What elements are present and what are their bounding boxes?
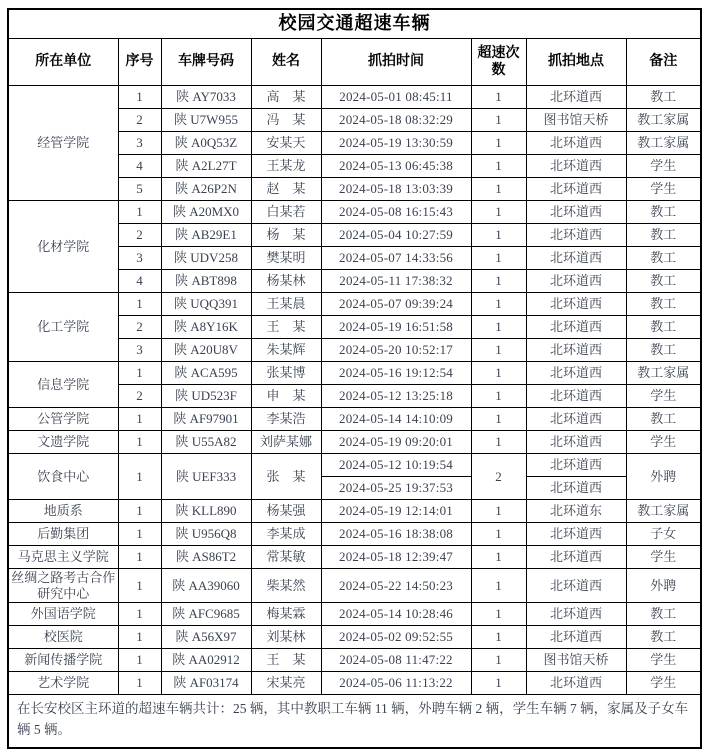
remark-cell: 学生 [626,649,701,672]
time-cell: 2024-05-07 14:33:56 [321,247,471,270]
remark-cell: 学生 [626,155,701,178]
name-cell: 王某龙 [251,155,321,178]
seq-cell: 1 [118,626,161,649]
summary-row [8,695,701,748]
name-cell: 白某若 [251,201,321,224]
remark-cell: 教工 [626,201,701,224]
name-cell: 冯 某 [251,109,321,132]
name-cell: 申 某 [251,385,321,408]
location-cell: 北环道西 [526,454,626,477]
name-cell: 樊某明 [251,247,321,270]
plate-cell: 陕 A8Y16K [161,316,251,339]
time-cell: 2024-05-02 09:52:55 [321,626,471,649]
unit-cell: 信息学院 [8,362,118,408]
time-cell: 2024-05-14 14:10:09 [321,408,471,431]
count-cell: 1 [471,431,526,454]
unit-cell: 文遗学院 [8,431,118,454]
name-cell: 杨 某 [251,224,321,247]
location-cell: 北环道西 [526,431,626,454]
name-cell: 刘某林 [251,626,321,649]
plate-cell: 陕 A26P2N [161,178,251,201]
location-cell: 北环道东 [526,500,626,523]
name-cell: 杨某林 [251,270,321,293]
remark-cell: 学生 [626,385,701,408]
page-title: 校园交通超速车辆 [8,9,701,39]
table-row [8,500,701,523]
name-cell: 常某敏 [251,546,321,569]
column-header-unit: 所在单位 [8,39,118,86]
count-cell: 1 [471,408,526,431]
summary-text: 在长安校区主环道的超速车辆共计：25 辆，其中教职工车辆 11 辆，外聘车辆 2 辆，学生车辆 7 辆，家属及子女车辆 5 辆。 [8,695,701,748]
speeding-vehicles-table [7,8,702,749]
count-cell: 1 [471,224,526,247]
location-cell: 北环道西 [526,293,626,316]
time-cell: 2024-05-06 11:13:22 [321,672,471,695]
count-cell: 1 [471,500,526,523]
name-cell: 刘萨某娜 [251,431,321,454]
seq-cell: 1 [118,201,161,224]
plate-cell: 陕 A2L27T [161,155,251,178]
table-row [8,201,701,224]
count-cell: 1 [471,109,526,132]
plate-cell: 陕 AS86T2 [161,546,251,569]
count-cell: 1 [471,339,526,362]
location-cell: 图书馆天桥 [526,649,626,672]
plate-cell: 陕 AF97901 [161,408,251,431]
plate-cell: 陕 AA02912 [161,649,251,672]
unit-cell: 马克思主义学院 [8,546,118,569]
unit-cell: 外国语学院 [8,603,118,626]
seq-cell: 1 [118,500,161,523]
seq-cell: 1 [118,431,161,454]
unit-cell: 校医院 [8,626,118,649]
plate-cell: 陕 U55A82 [161,431,251,454]
plate-cell: 陕 UQQ391 [161,293,251,316]
time-cell: 2024-05-16 19:12:54 [321,362,471,385]
remark-cell: 教工家属 [626,500,701,523]
plate-cell: 陕 ABT898 [161,270,251,293]
plate-cell: 陕 A20MX0 [161,201,251,224]
count-cell: 1 [471,385,526,408]
table-body [8,86,701,695]
column-header-location: 抓拍地点 [526,39,626,86]
time-cell: 2024-05-19 12:14:01 [321,500,471,523]
unit-cell: 化材学院 [8,201,118,293]
seq-cell: 2 [118,224,161,247]
table-row [8,626,701,649]
plate-cell: 陕 UEF333 [161,454,251,500]
seq-cell: 3 [118,339,161,362]
table-row [8,362,701,385]
plate-cell: 陕 U7W955 [161,109,251,132]
unit-cell: 丝绸之路考古合作研究中心 [8,569,118,603]
plate-cell: 陕 ACA595 [161,362,251,385]
remark-cell: 教工 [626,293,701,316]
remark-cell: 教工家属 [626,362,701,385]
seq-cell: 1 [118,293,161,316]
table-row [8,649,701,672]
time-cell: 2024-05-14 10:28:46 [321,603,471,626]
remark-cell: 教工家属 [626,109,701,132]
count-cell: 1 [471,201,526,224]
time-cell: 2024-05-11 17:38:32 [321,270,471,293]
unit-cell: 新闻传播学院 [8,649,118,672]
table-row [8,454,701,477]
time-cell: 2024-05-12 13:25:18 [321,385,471,408]
remark-cell: 学生 [626,672,701,695]
table-row [8,86,701,109]
time-cell: 2024-05-16 18:38:08 [321,523,471,546]
time-cell: 2024-05-12 10:19:54 [321,454,471,477]
table-row [8,603,701,626]
unit-cell: 经管学院 [8,86,118,201]
location-cell: 北环道西 [526,626,626,649]
time-cell: 2024-05-20 10:52:17 [321,339,471,362]
time-cell: 2024-05-08 16:15:43 [321,201,471,224]
column-header-time: 抓拍时间 [321,39,471,86]
location-cell: 北环道西 [526,155,626,178]
table-row [8,546,701,569]
count-cell: 1 [471,270,526,293]
remark-cell: 教工 [626,224,701,247]
location-cell: 北环道西 [526,672,626,695]
title-row [8,9,701,39]
seq-cell: 2 [118,385,161,408]
plate-cell: 陕 AY7033 [161,86,251,109]
plate-cell: 陕 A20U8V [161,339,251,362]
seq-cell: 1 [118,408,161,431]
location-cell: 北环道西 [526,339,626,362]
remark-cell: 子女 [626,523,701,546]
name-cell: 高 某 [251,86,321,109]
count-cell: 1 [471,603,526,626]
plate-cell: 陕 A0Q53Z [161,132,251,155]
location-cell: 北环道西 [526,408,626,431]
plate-cell: 陕 AF03174 [161,672,251,695]
table-row [8,431,701,454]
time-cell: 2024-05-13 06:45:38 [321,155,471,178]
column-header-count: 超速次数 [471,39,526,86]
time-cell: 2024-05-25 19:37:53 [321,477,471,500]
table-row [8,672,701,695]
remark-cell: 外聘 [626,569,701,603]
remark-cell: 教工家属 [626,132,701,155]
count-cell: 1 [471,362,526,385]
column-header-remark: 备注 [626,39,701,86]
name-cell: 张某博 [251,362,321,385]
seq-cell: 4 [118,155,161,178]
time-cell: 2024-05-04 10:27:59 [321,224,471,247]
location-cell: 北环道西 [526,270,626,293]
table-row [8,523,701,546]
count-cell: 1 [471,132,526,155]
seq-cell: 1 [118,569,161,603]
count-cell: 1 [471,626,526,649]
unit-cell: 化工学院 [8,293,118,362]
seq-cell: 1 [118,362,161,385]
time-cell: 2024-05-18 12:39:47 [321,546,471,569]
seq-cell: 5 [118,178,161,201]
name-cell: 宋某亮 [251,672,321,695]
column-header-seq: 序号 [118,39,161,86]
remark-cell: 外聘 [626,454,701,500]
table-row [8,293,701,316]
plate-cell: 陕 U956Q8 [161,523,251,546]
location-cell: 北环道西 [526,546,626,569]
count-cell: 1 [471,247,526,270]
remark-cell: 教工 [626,626,701,649]
location-cell: 北环道西 [526,132,626,155]
count-cell: 1 [471,649,526,672]
unit-cell: 艺术学院 [8,672,118,695]
plate-cell: 陕 AB29E1 [161,224,251,247]
unit-cell: 公管学院 [8,408,118,431]
name-cell: 杨某强 [251,500,321,523]
count-cell: 1 [471,86,526,109]
location-cell: 北环道西 [526,523,626,546]
table-row [8,408,701,431]
plate-cell: 陕 A56X97 [161,626,251,649]
unit-cell: 后勤集团 [8,523,118,546]
seq-cell: 1 [118,523,161,546]
location-cell: 北环道西 [526,178,626,201]
seq-cell: 3 [118,132,161,155]
remark-cell: 教工 [626,270,701,293]
seq-cell: 3 [118,247,161,270]
time-cell: 2024-05-22 14:50:23 [321,569,471,603]
time-cell: 2024-05-07 09:39:24 [321,293,471,316]
name-cell: 安某天 [251,132,321,155]
location-cell: 北环道西 [526,603,626,626]
name-cell: 王 某 [251,316,321,339]
name-cell: 张 某 [251,454,321,500]
name-cell: 柴某然 [251,569,321,603]
remark-cell: 教工 [626,603,701,626]
plate-cell: 陕 AFC9685 [161,603,251,626]
remark-cell: 教工 [626,408,701,431]
remark-cell: 学生 [626,546,701,569]
count-cell: 1 [471,546,526,569]
location-cell: 北环道西 [526,224,626,247]
seq-cell: 1 [118,454,161,500]
count-cell: 1 [471,178,526,201]
seq-cell: 1 [118,603,161,626]
column-header-name: 姓名 [251,39,321,86]
name-cell: 李某成 [251,523,321,546]
name-cell: 王 某 [251,649,321,672]
seq-cell: 4 [118,270,161,293]
remark-cell: 教工 [626,316,701,339]
remark-cell: 学生 [626,178,701,201]
name-cell: 朱某辉 [251,339,321,362]
time-cell: 2024-05-18 08:32:29 [321,109,471,132]
time-cell: 2024-05-08 11:47:22 [321,649,471,672]
count-cell: 1 [471,293,526,316]
name-cell: 李某浩 [251,408,321,431]
name-cell: 王某晨 [251,293,321,316]
location-cell: 北环道西 [526,316,626,339]
remark-cell: 学生 [626,431,701,454]
count-cell: 1 [471,316,526,339]
seq-cell: 2 [118,316,161,339]
seq-cell: 1 [118,546,161,569]
time-cell: 2024-05-19 09:20:01 [321,431,471,454]
seq-cell: 2 [118,109,161,132]
location-cell: 北环道西 [526,477,626,500]
location-cell: 北环道西 [526,569,626,603]
plate-cell: 陕 AA39060 [161,569,251,603]
location-cell: 北环道西 [526,201,626,224]
location-cell: 北环道西 [526,86,626,109]
count-cell: 1 [471,523,526,546]
time-cell: 2024-05-19 16:51:58 [321,316,471,339]
plate-cell: 陕 KLL890 [161,500,251,523]
count-cell: 1 [471,155,526,178]
remark-cell: 教工 [626,86,701,109]
location-cell: 北环道西 [526,385,626,408]
time-cell: 2024-05-18 13:03:39 [321,178,471,201]
count-cell: 1 [471,569,526,603]
column-header-plate: 车牌号码 [161,39,251,86]
time-cell: 2024-05-01 08:45:11 [321,86,471,109]
seq-cell: 1 [118,649,161,672]
location-cell: 北环道西 [526,362,626,385]
column-header-row [8,39,701,86]
location-cell: 北环道西 [526,247,626,270]
seq-cell: 1 [118,672,161,695]
table-row [8,569,701,603]
remark-cell: 教工 [626,247,701,270]
time-cell: 2024-05-19 13:30:59 [321,132,471,155]
count-cell: 2 [471,454,526,500]
name-cell: 梅某霖 [251,603,321,626]
count-cell: 1 [471,672,526,695]
seq-cell: 1 [118,86,161,109]
name-cell: 赵 某 [251,178,321,201]
unit-cell: 地质系 [8,500,118,523]
plate-cell: 陕 UD523F [161,385,251,408]
location-cell: 图书馆天桥 [526,109,626,132]
remark-cell: 教工 [626,339,701,362]
unit-cell: 饮食中心 [8,454,118,500]
plate-cell: 陕 UDV258 [161,247,251,270]
